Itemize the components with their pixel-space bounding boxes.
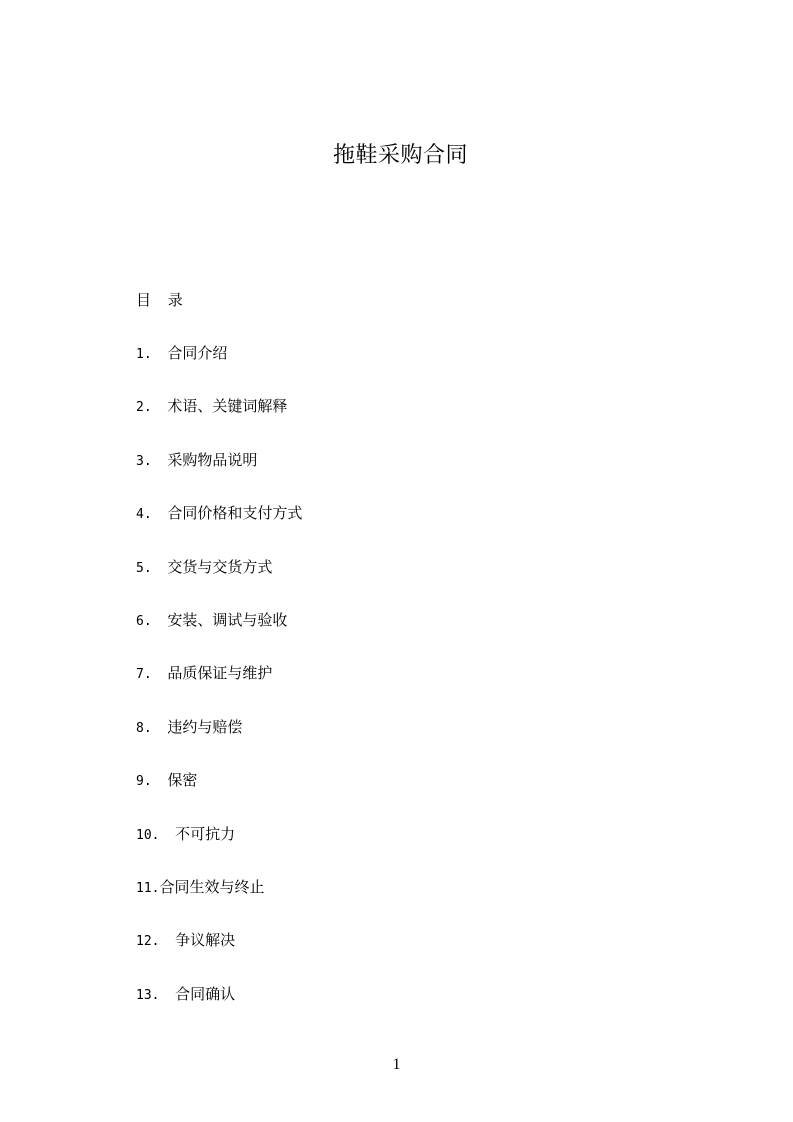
toc-item <box>136 343 302 396</box>
toc-item <box>136 984 302 1037</box>
document-title: 拖鞋采购合同 <box>332 143 468 168</box>
toc-item-number: 13. <box>136 987 176 1003</box>
toc-item-text: 合同介绍 <box>167 344 228 362</box>
toc-item-number: 9. <box>136 774 168 790</box>
toc-item <box>136 503 302 556</box>
toc-item-number: 10. <box>136 827 176 843</box>
toc-item-text: 合同确认 <box>175 984 236 1003</box>
toc-item <box>136 770 302 823</box>
table-of-contents <box>136 343 302 1037</box>
toc-item-number: 3. <box>136 453 168 469</box>
toc-item <box>136 824 302 877</box>
toc-item <box>136 396 302 449</box>
toc-item-text: 不可抗力 <box>175 824 236 843</box>
toc-item-text: 采购物品说明 <box>167 450 258 469</box>
toc-item <box>136 557 302 610</box>
toc-item-number: 1. <box>136 347 168 362</box>
toc-item-text: 违约与赔偿 <box>167 717 243 736</box>
toc-item-number: 6. <box>136 613 168 629</box>
toc-item-text: 交货与交货方式 <box>167 557 273 576</box>
toc-item-text: 品质保证与维护 <box>167 664 273 683</box>
toc-item-number: 7. <box>136 667 168 683</box>
toc-item-text: 合同价格和支付方式 <box>167 504 303 523</box>
toc-item <box>136 877 302 930</box>
toc-heading: 目 录 <box>136 291 189 309</box>
toc-item <box>136 930 302 983</box>
toc-item <box>136 610 302 663</box>
toc-item-text: 合同生效与终止 <box>159 877 265 896</box>
toc-item-number: 12. <box>136 934 176 950</box>
toc-item <box>136 717 302 770</box>
page-number: 1 <box>392 1056 401 1073</box>
toc-item-text: 争议解决 <box>175 931 236 950</box>
toc-item-number: 5. <box>136 560 168 576</box>
toc-item-text: 安装、调试与验收 <box>167 610 288 629</box>
toc-item-number: 11. <box>136 880 160 896</box>
toc-item-text: 保密 <box>167 771 198 790</box>
toc-item-number: 8. <box>136 720 168 736</box>
toc-item-number: 4. <box>136 507 168 523</box>
toc-item-number: 2. <box>136 400 168 416</box>
toc-item-text: 术语、关键词解释 <box>167 397 288 416</box>
toc-item <box>136 663 302 716</box>
toc-item <box>136 450 302 503</box>
